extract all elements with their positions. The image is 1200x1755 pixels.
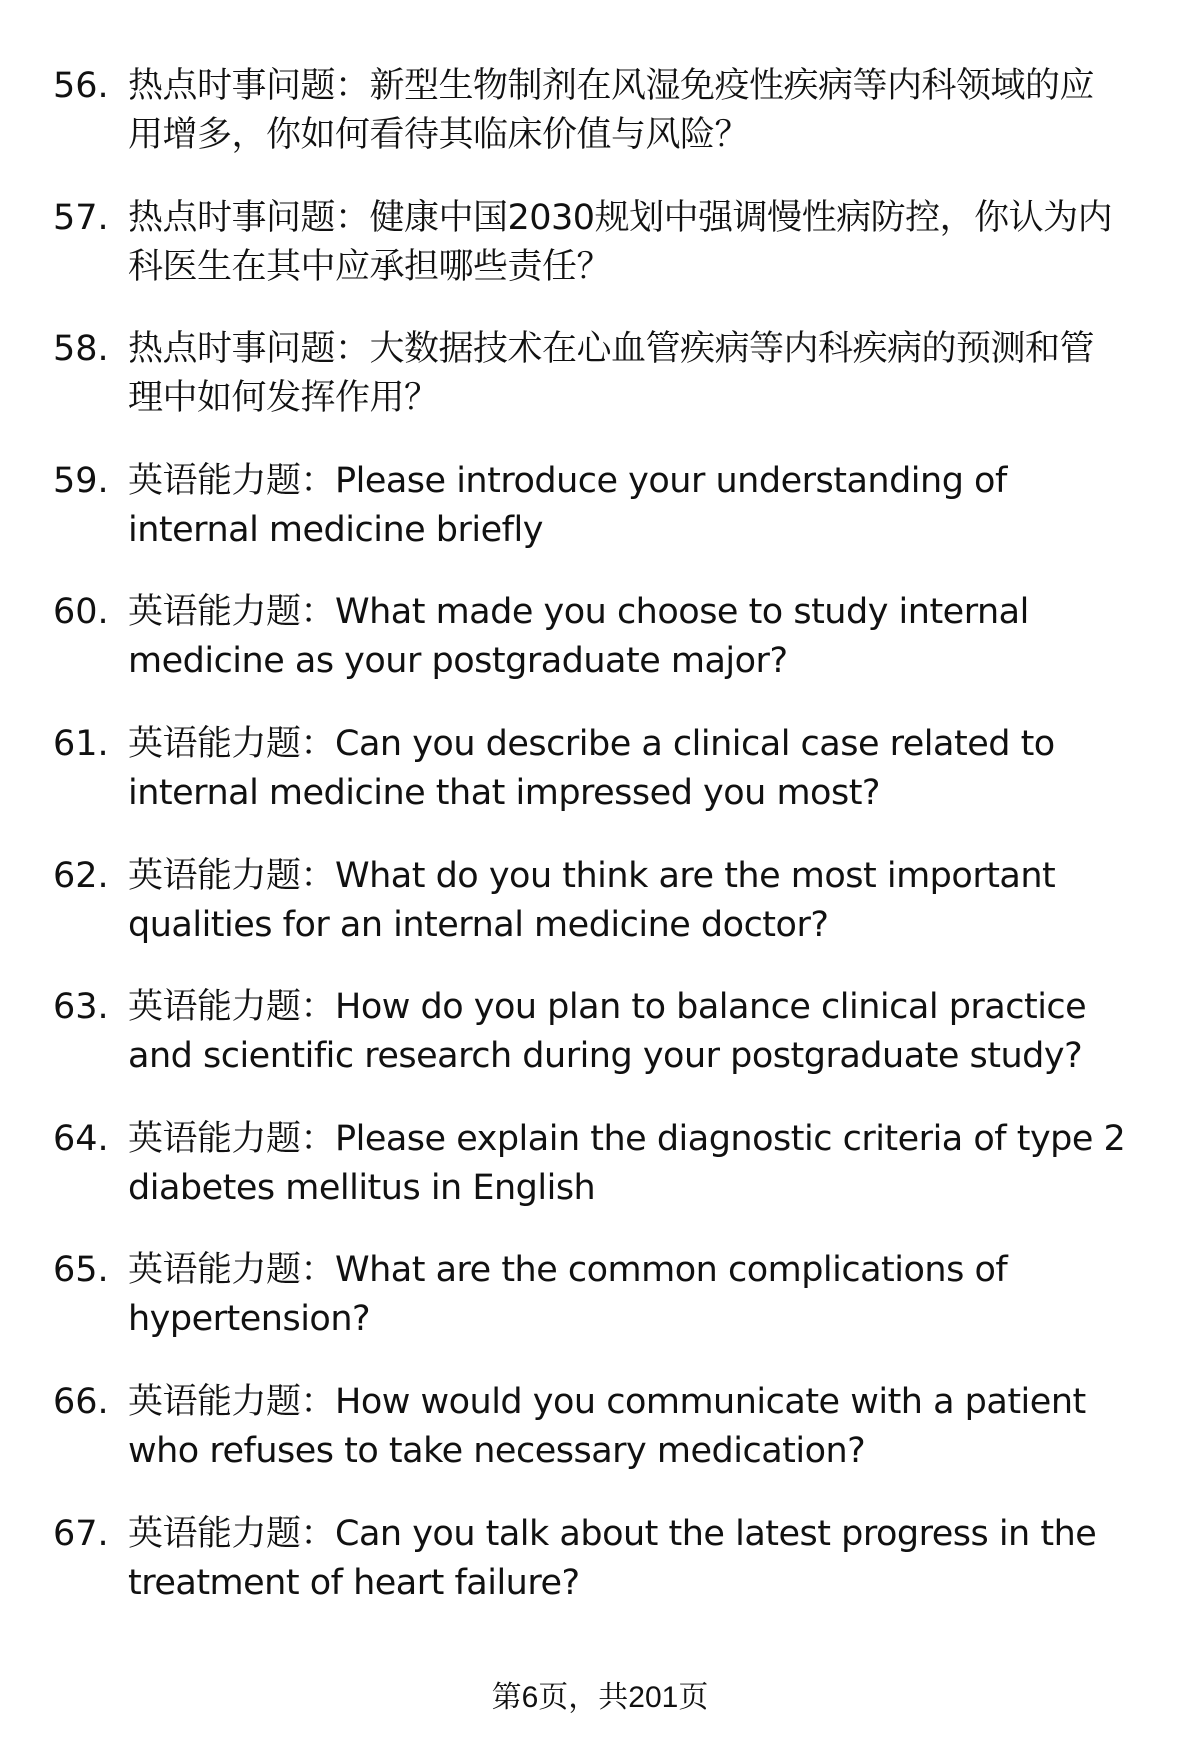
page-number: 第6页，共201页 <box>491 1681 709 1714</box>
question-number: 62. <box>53 855 109 896</box>
question-number: 64. <box>53 1118 109 1159</box>
question-text <box>128 62 1094 160</box>
question-number: 56. <box>53 66 109 106</box>
question-number: 63. <box>53 987 109 1028</box>
question-item <box>0 720 1200 852</box>
question-text-line: 英语能力题：Please explain the diagnostic criteria of type 2 <box>128 1118 1126 1159</box>
question-item <box>0 457 1200 589</box>
question-text-line: qualities for an internal medicine doctor? <box>128 904 829 945</box>
question-text <box>128 457 1007 555</box>
question-text-line: 英语能力题：How do you plan to balance clinical practice <box>128 987 1087 1028</box>
question-item <box>0 588 1200 720</box>
question-item <box>0 62 1200 194</box>
question-text-line: 用增多，你如何看待其临床价值与风险？ <box>128 115 750 155</box>
question-text-line: 理中如何发挥作用？ <box>128 378 439 419</box>
question-item <box>0 983 1200 1115</box>
question-number: 66. <box>53 1381 109 1422</box>
question-item <box>0 1378 1200 1510</box>
question-text <box>128 1246 1007 1344</box>
question-text <box>128 325 1094 423</box>
question-text-line: 英语能力题：What do you think are the most important <box>128 855 1056 896</box>
question-text-line: 英语能力题：Can you describe a clinical case related to <box>128 723 1055 764</box>
question-item <box>0 194 1200 326</box>
question-item <box>0 852 1200 984</box>
question-text <box>128 1115 1125 1213</box>
question-text-line: 英语能力题：Can you talk about the latest progress in the <box>128 1513 1097 1554</box>
question-number: 57. <box>53 197 109 238</box>
question-text-line: 热点时事问题：新型生物制剂在风湿免疫性疾病等内科领域的应 <box>128 66 1095 106</box>
question-text <box>128 1510 1096 1608</box>
question-number: 61. <box>53 723 109 764</box>
question-text <box>128 588 1029 686</box>
question-item <box>0 1115 1200 1247</box>
question-text-line: and scientific research during your postgraduate study? <box>128 1036 1083 1077</box>
question-number: 67. <box>53 1513 109 1554</box>
question-item <box>0 325 1200 457</box>
question-text-line: 热点时事问题：大数据技术在心血管疾病等内科疾病的预测和管 <box>128 329 1095 370</box>
question-text-line: diabetes mellitus in English <box>128 1167 596 1208</box>
question-text <box>128 983 1086 1081</box>
question-text-line: hypertension? <box>128 1299 371 1340</box>
question-text <box>128 852 1055 950</box>
question-text-line: 英语能力题：What are the common complications of <box>128 1250 1008 1291</box>
question-text-line: 英语能力题：What made you choose to study internal <box>128 592 1029 633</box>
question-text <box>128 720 1055 818</box>
question-text-line: 英语能力题：How would you communicate with a patient <box>128 1381 1086 1422</box>
question-text-line: who refuses to take necessary medication? <box>128 1430 866 1471</box>
question-number: 58. <box>53 329 109 370</box>
question-list <box>0 62 1200 1641</box>
question-text-line: 英语能力题：Please introduce your understanding of <box>128 460 1007 501</box>
question-text <box>128 1378 1086 1476</box>
question-text-line: internal medicine that impressed you most? <box>128 772 881 813</box>
question-number: 65. <box>53 1250 109 1291</box>
question-item <box>0 1246 1200 1378</box>
question-text-line: treatment of heart failure? <box>128 1562 580 1603</box>
question-text <box>128 194 1112 292</box>
question-text-line: medicine as your postgraduate major? <box>128 641 788 682</box>
question-number: 59. <box>53 460 109 501</box>
question-text-line: internal medicine briefly <box>128 509 543 550</box>
question-text-line: 热点时事问题：健康中国2030规划中强调慢性病防控，你认为内 <box>128 197 1113 238</box>
question-number: 60. <box>53 592 109 633</box>
question-text-line: 科医生在其中应承担哪些责任？ <box>128 246 612 287</box>
question-item <box>0 1510 1200 1642</box>
